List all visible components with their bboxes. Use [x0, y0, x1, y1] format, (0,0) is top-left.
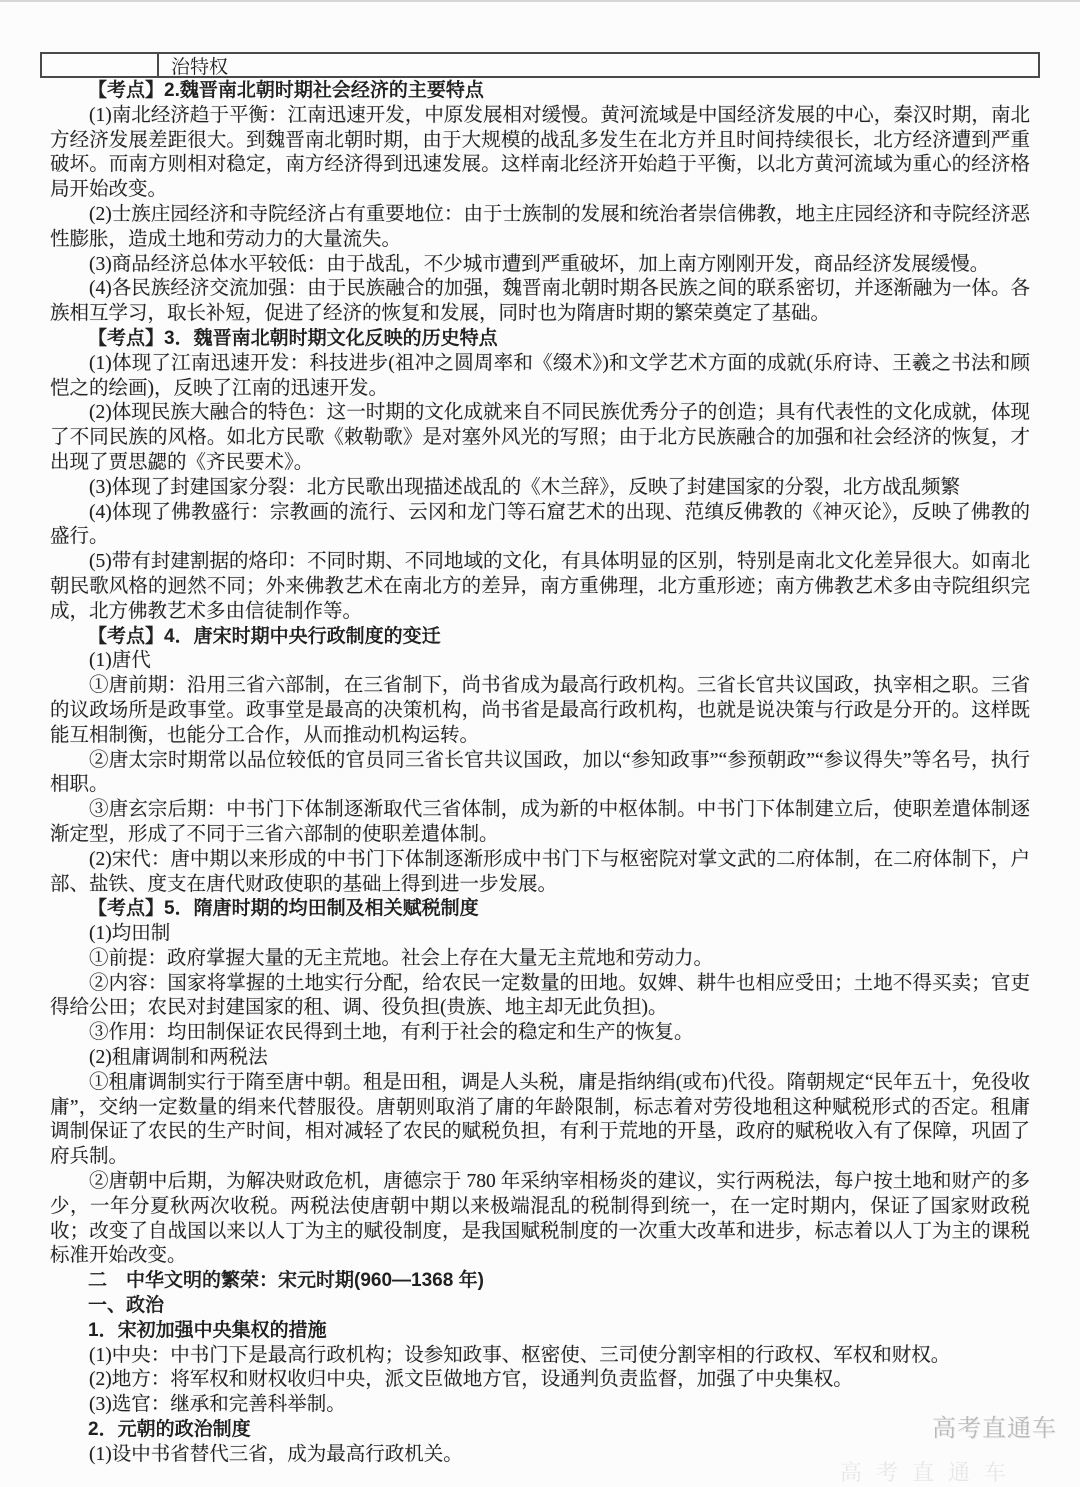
body-paragraph: ②唐朝中后期，为解决财政危机，唐德宗于 780 年采纳宰相杨炎的建议，实行两税法，每户按土地和财产的多少，一年分夏秋两次收税。两税法使唐朝中期以来极端混乱的税制得到统一，在一定时期内，保证了国家财政税收；改变了自战国以来以人丁为主的赋役制度，是我国赋税制度的一次重大改革和进步，标志着以人丁为主的课税标准开始改变。: [50, 1171, 1030, 1267]
body-paragraph: (5)带有封建割据的烙印：不同时期、不同地域的文化，有具体明显的区别，特别是南北文化差异很大。如南北朝民歌风格的迥然不同；外来佛教艺术在南北方的差异，南方重佛理，北方重形迹；南方佛教艺术多由寺院组织完成，北方佛教艺术多由信徒制作等。: [50, 551, 1030, 622]
body-paragraph: (4)体现了佛教盛行：宗教画的流行、云冈和龙门等石窟艺术的出现、范缜反佛教的《神灭论》，反映了佛教的盛行。: [50, 501, 1030, 548]
table-cell-empty: [42, 54, 159, 76]
page-top-edge: [0, 0, 1080, 2]
body-paragraph: ②内容：国家将掌握的土地实行分配，给农民一定数量的田地。奴婢、耕牛也相应受田；土地不得买卖；官吏得给公田；农民对封建国家的租、调、役负担(贵族、地主却无此负担)。: [50, 972, 1030, 1019]
watermark-brand: 高考直通车: [932, 1415, 1057, 1442]
body-paragraph: ①前提：政府掌握大量的无主荒地。社会上存在大量无主荒地和劳动力。: [89, 947, 714, 969]
section-heading: 1．宋初加强中央集权的措施: [88, 1319, 327, 1341]
body-paragraph: (1)南北经济趋于平衡：江南迅速开发，中原发展相对缓慢。黄河流域是中国经济发展的中心，秦汉时期，南北方经济发展差距很大。到魏晋南北朝时期，由于大规模的战乱多发生在北方并且时间持续很长，北方经济遭到严重破坏。而南方则相对稳定，南方经济得到迅速发展。这样南北经济开始趋于平衡，以北方黄河流域为重心的经济格局开始改变。: [50, 104, 1030, 201]
body-paragraph: (3)商品经济总体水平较低：由于战乱，不少城市遭到严重破坏，加上南方刚刚开发，商品经济发展缓慢。: [89, 253, 990, 275]
body-paragraph: (1)唐代: [89, 650, 151, 672]
section-heading: 二 中华文明的繁荣：宋元时期(960—1368 年): [88, 1270, 484, 1292]
body-paragraph: (2)宋代：唐中期以来形成的中书门下体制逐渐形成中书门下与枢密院对掌文武的二府体制，在二府体制下，户部、盐铁、度支在唐代财政使职的基础上得到进一步发展。: [50, 848, 1030, 895]
body-paragraph: ③作用：均田制保证农民得到土地，有利于社会的稳定和生产的恢复。: [89, 1022, 694, 1044]
exam-point-heading: 【考点】4．唐宋时期中央行政制度的变迁: [88, 625, 441, 647]
body-paragraph: ①唐前期：沿用三省六部制，在三省制下，尚书省成为最高行政机构。三省长官共议国政，执宰相之职。三省的议政场所是政事堂。政事堂是最高的决策机构，尚书省是最高行政机构，也就是说决策与行政是分开的。这样既能互相制衡，也能分工合作，从而推动机构运转。: [50, 675, 1030, 746]
section-heading: 一、政治: [88, 1295, 165, 1317]
body-paragraph: (3)选官：继承和完善科举制。: [89, 1394, 346, 1416]
body-paragraph: (1)均田制: [89, 923, 171, 945]
table-cell-text: 治特权: [171, 56, 229, 78]
exam-point-heading: 【考点】2.魏晋南北朝时期社会经济的主要特点: [88, 80, 484, 101]
exam-point-heading: 【考点】3．魏晋南北朝时期文化反映的历史特点: [88, 327, 498, 349]
body-paragraph: ①租庸调制实行于隋至唐中朝。租是田租，调是人头税，庸是指纳绢(或布)代役。隋朝规定“民年五十，免役收庸”，交纳一定数量的绢来代替服役。唐朝则取消了庸的年龄限制，标志着对劳役地租这种赋税形式的否定。租庸调制保证了农民的生产时间，相对减轻了农民的赋税负担，有利于荒地的开垦，政府的赋税收入有了保障，巩固了府兵制。: [50, 1071, 1030, 1168]
body-paragraph: (2)体现民族大融合的特色：这一时期的文化成就来自不同民族优秀分子的创造；具有代表性的文化成就，体现了不同民族的风格。如北方民歌《敕勒歌》是对塞外风光的写照；由于北方民族融合的加强和社会经济的恢复，才出现了贾思勰的《齐民要术》。: [50, 402, 1030, 473]
document-content: [50, 79, 1030, 1468]
body-paragraph: (4)各民族经济交流加强：由于民族融合的加强，魏晋南北朝时期各民族之间的联系密切，并逐渐融为一体。各族相互学习，取长补短，促进了经济的恢复和发展，同时也为隋唐时期的繁荣奠定了基础。: [50, 278, 1030, 325]
body-paragraph: ③唐玄宗后期：中书门下体制逐渐取代三省体制，成为新的中枢体制。中书门下体制建立后，使职差遣体制逐渐定型，形成了不同于三省六部制的使职差遣体制。: [50, 799, 1030, 845]
body-paragraph: (1)中央：中书门下是最高行政机构；设参知政事、枢密使、三司使分割宰相的行政权、军权和财权。: [89, 1344, 951, 1366]
body-paragraph: (2)士族庄园经济和寺院经济占有重要地位：由于士族制的发展和统治者崇信佛教，地主庄园经济和寺院经济恶性膨胀，造成土地和劳动力的大量流失。: [50, 203, 1030, 250]
body-paragraph: (1)体现了江南迅速开发：科技进步(祖冲之圆周率和《缀术》)和文学艺术方面的成就(乐府诗、王羲之书法和顾恺之的绘画)，反映了江南的迅速开发。: [50, 352, 1030, 399]
table-fragment-row: [40, 52, 1040, 78]
section-heading: 2．元朝的政治制度: [88, 1419, 251, 1441]
body-paragraph: (2)地方：将军权和财权收归中央，派文臣做地方官，设通判负责监督，加强了中央集权。: [89, 1369, 853, 1391]
body-paragraph: (3)体现了封建国家分裂：北方民歌出现描述战乱的《木兰辞》，反映了封建国家的分裂，北方战乱频繁: [89, 476, 960, 498]
exam-point-heading: 【考点】5．隋唐时期的均田制及相关赋税制度: [88, 898, 479, 920]
body-paragraph: (1)设中书省替代三省，成为最高行政机关。: [89, 1443, 463, 1465]
watermark-brand-faint-clipped: 高考直通车: [839, 1460, 1020, 1485]
body-paragraph: ②唐太宗时期常以品位较低的官员同三省长官共议国政，加以“参知政事”“参预朝政”“参议得失”等名号，执行相职。: [50, 749, 1030, 796]
body-paragraph: (2)租庸调制和两税法: [89, 1047, 268, 1069]
